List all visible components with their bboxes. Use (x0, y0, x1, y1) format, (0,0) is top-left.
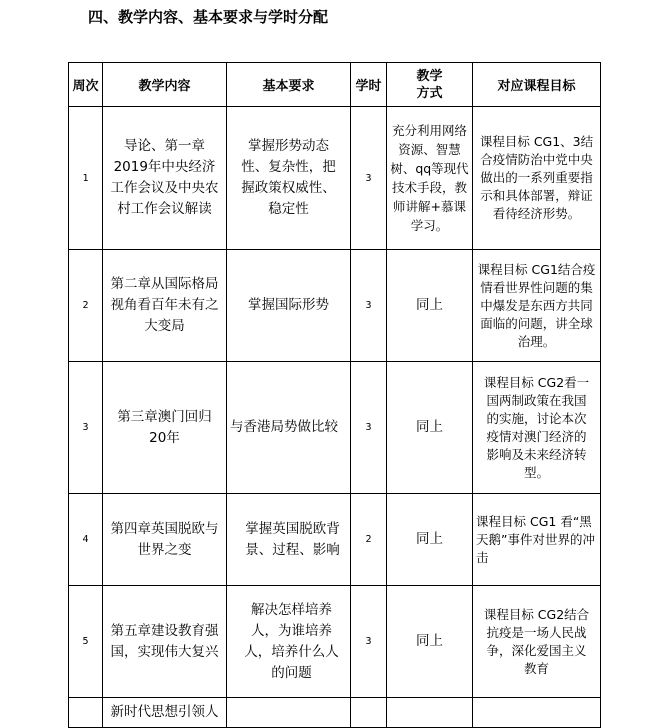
content-cell: 新时代思想引领人 (103, 698, 227, 728)
header-goal: 对应课程目标 (473, 63, 601, 107)
table-row (69, 250, 601, 362)
content-cell: 导论、第一章2019年中央经济工作会议及中央农村工作会议解读 (103, 107, 227, 250)
hours-cell: 3 (351, 586, 387, 698)
goal-cell (473, 698, 601, 728)
requirement-cell: 掌握英国脱欧背景、过程、影响 (227, 494, 351, 586)
hours-cell (351, 698, 387, 728)
table-row (69, 698, 601, 728)
requirement-cell: 与香港局势做比较 (227, 362, 351, 494)
week-cell: 3 (69, 362, 103, 494)
section-heading: 四、教学内容、基本要求与学时分配 (88, 8, 329, 26)
goal-cell: 课程目标 CG2看一国两制政策在我国的实施，讨论本次疫情对澳门经济的影响及未来经济转型。 (473, 362, 601, 494)
content-cell: 第五章建设教育强国，实现伟大复兴 (103, 586, 227, 698)
header-method: 教学 方式 (387, 63, 473, 107)
method-cell (387, 698, 473, 728)
header-hours: 学时 (351, 63, 387, 107)
week-cell: 5 (69, 586, 103, 698)
schedule-table (68, 62, 601, 728)
content-cell: 第四章英国脱欧与世界之变 (103, 494, 227, 586)
table-row (69, 494, 601, 586)
week-cell: 2 (69, 250, 103, 362)
requirement-cell: 解决怎样培养人，为谁培养人，培养什么人的问题 (227, 586, 351, 698)
hours-cell: 2 (351, 494, 387, 586)
method-cell: 同上 (387, 362, 473, 494)
method-cell: 同上 (387, 494, 473, 586)
goal-cell: 课程目标 CG1、3结合疫情防治中党中央做出的一系列重要指示和具体部署，辩证看待经济形势。 (473, 107, 601, 250)
goal-cell: 课程目标 CG1 看“黑天鹅”事件对世界的冲击 (473, 494, 601, 586)
header-row (69, 63, 601, 107)
week-cell: 1 (69, 107, 103, 250)
table-row (69, 362, 601, 494)
table-row (69, 586, 601, 698)
table-row (69, 107, 601, 250)
header-requirement: 基本要求 (227, 63, 351, 107)
hours-cell: 3 (351, 250, 387, 362)
method-cell: 充分利用网络资源、智慧树、qq等现代技术手段，教师讲解+慕课学习。 (387, 107, 473, 250)
requirement-cell: 掌握形势动态性、复杂性，把握政策权威性、稳定性 (227, 107, 351, 250)
content-cell: 第二章从国际格局视角看百年未有之大变局 (103, 250, 227, 362)
requirement-cell: 掌握国际形势 (227, 250, 351, 362)
content-cell: 第三章澳门回归20年 (103, 362, 227, 494)
requirement-cell (227, 698, 351, 728)
method-cell: 同上 (387, 250, 473, 362)
week-cell (69, 698, 103, 728)
method-cell: 同上 (387, 586, 473, 698)
week-cell: 4 (69, 494, 103, 586)
header-week: 周次 (69, 63, 103, 107)
goal-cell: 课程目标 CG1结合疫情看世界性问题的集中爆发是东西方共同面临的问题，讲全球治理。 (473, 250, 601, 362)
hours-cell: 3 (351, 362, 387, 494)
hours-cell: 3 (351, 107, 387, 250)
header-content: 教学内容 (103, 63, 227, 107)
goal-cell: 课程目标 CG2结合抗疫是一场人民战争，深化爱国主义教育 (473, 586, 601, 698)
